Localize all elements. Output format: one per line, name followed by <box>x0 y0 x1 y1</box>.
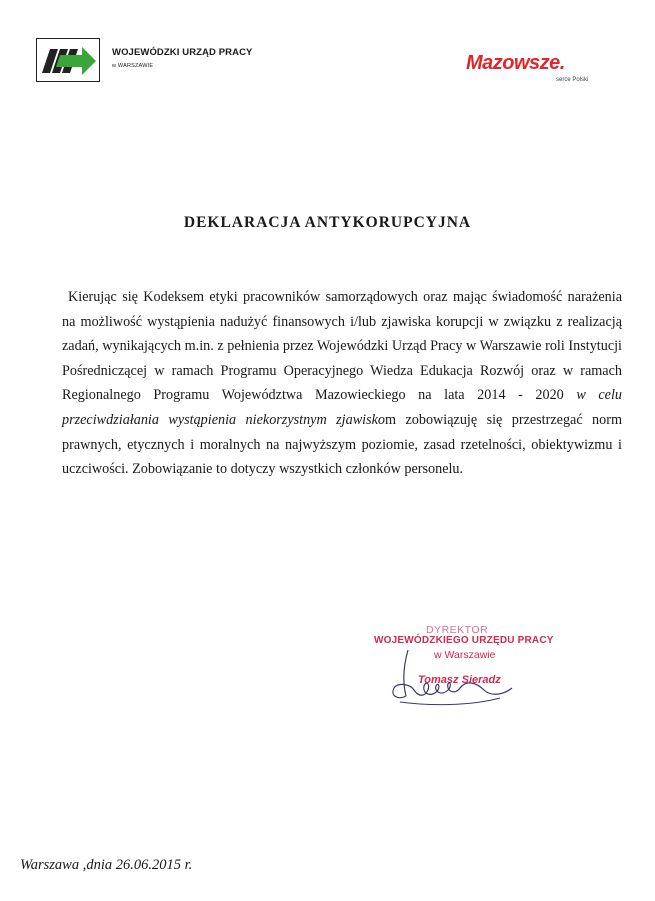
brand-name: Mazowsze. <box>466 52 565 74</box>
brand-logo <box>466 52 616 88</box>
handwritten-signature <box>380 640 520 710</box>
stamp-city: w Warszawie <box>434 649 496 661</box>
org-city: w WARSZAWIE <box>112 63 154 69</box>
header-logo-block <box>36 38 256 86</box>
document-title: DEKLARACJA ANTYKORUPCYJNA <box>183 214 472 231</box>
declaration-body <box>62 285 622 482</box>
stamp-name: Tomasz Sieradz <box>418 674 501 686</box>
body-text-part1: Kierując się Kodeksem etyki pracowników samorządowych oraz mając świadomość narażenia na możliwość wystąpienia nadużyć finansowych i/lub zjawiska korupcji w związku z realizacją zadań, wynikających m.in. z pełnienia przez Wojewódzki Urząd Pracy w Warszawie roli Instytucji Pośredniczącej w ramach Programu Operacyjnego Wiedza Edukacja Rozwój oraz w ramach Regionalnego Programu Województwa Mazowieckiego na lata 2014 - 2020 <box>62 289 622 404</box>
org-name: WOJEWÓDZKI URZĄD PRACY <box>112 47 253 58</box>
stamp-role: DYREKTOR <box>426 624 489 636</box>
brand-tagline: serce Polski <box>556 77 589 83</box>
stamp-org: WOJEWÓDZKIEGO URZĘDU PRACY <box>374 635 554 646</box>
body-text-part2: m zobowiązuję się przestrzegać norm prawnych, etycznych i moralnych na najwyższym poziomie, zasad rzetelności, obiektywizmu i uczciwości. Zobowiązanie to dotyczy wszystkich członków personelu. <box>62 411 622 478</box>
wup-arrow-logo-icon <box>36 38 100 82</box>
body-text-italic: w celu przeciwdziałania wystąpienia niekorzystnym zjawisko <box>62 387 623 428</box>
place-and-date: Warszawa ,dnia 26.06.2015 r. <box>20 857 193 873</box>
